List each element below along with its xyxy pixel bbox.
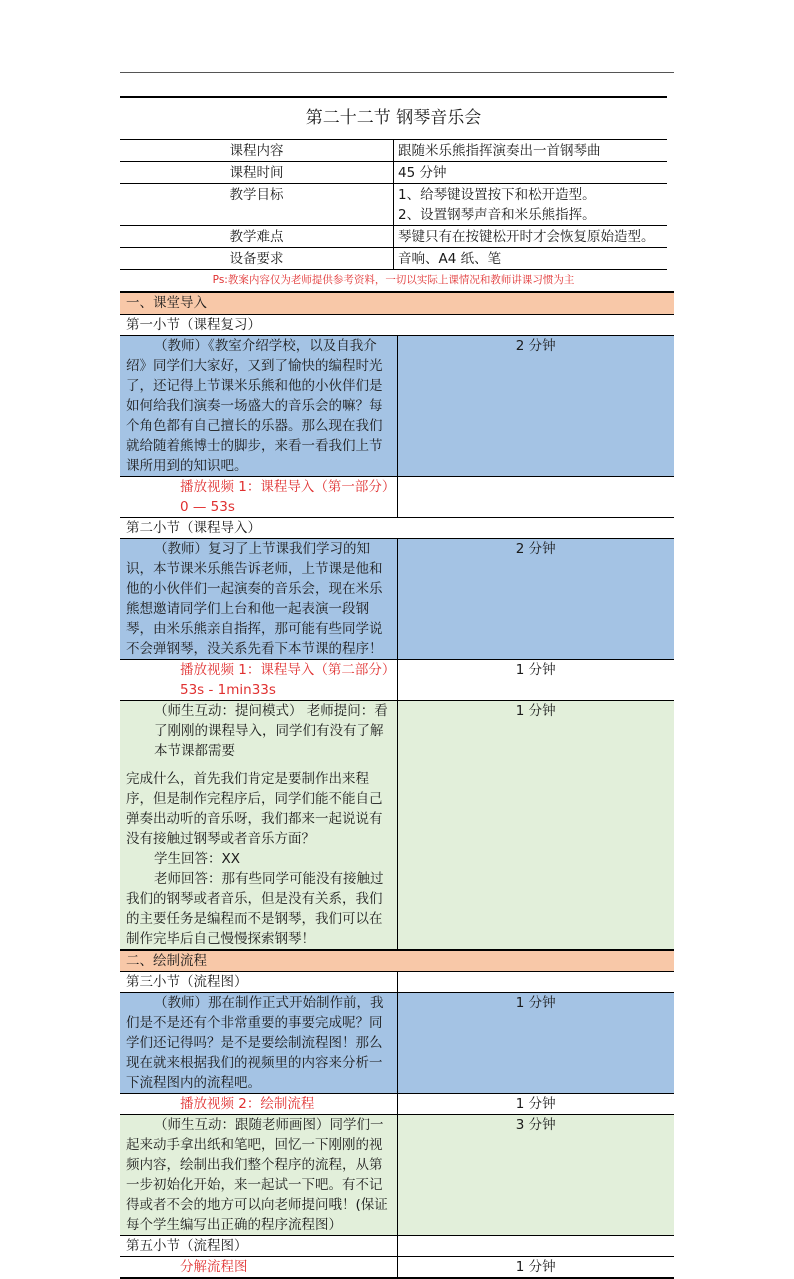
lesson-plan-sheet [120, 96, 667, 1279]
subsection-heading: 第一小节（课程复习） [120, 314, 674, 335]
video-label: 播放视频 2：绘制流程 [120, 1094, 397, 1115]
teacher-text: （教师）《教室介绍学校，以及自我介绍》同学们大家好，又到了愉快的编程时光了，还记得上节课米乐熊和他的小伙伴们是如何给我们演奏一场盛大的音乐会的嘛？每个角色都有自己擅长的乐器。那么现在我们就给随着熊博士的脚步，来看一看我们上节课所用到的知识吧。 [120, 335, 397, 476]
info-label: 设备要求 [120, 247, 394, 269]
info-row-time [120, 161, 667, 183]
video-row [120, 476, 674, 517]
section-heading: 一、课堂导入 [120, 292, 674, 314]
info-row-goals [120, 183, 667, 225]
time-cell: 2 分钟 [397, 538, 674, 659]
time-cell [397, 476, 674, 517]
lesson-flow-table [120, 291, 674, 1279]
video-label: 播放视频 1：课程导入（第二部分）53s - 1min33s [120, 659, 397, 700]
info-value: 45 分钟 [394, 161, 668, 183]
interaction-text [120, 700, 397, 950]
info-value: 琴键只有在按键松开时才会恢复原始造型。 [394, 225, 668, 247]
teacher-row [120, 335, 674, 476]
interaction-row [120, 700, 674, 950]
time-cell [397, 1236, 674, 1257]
student-answer: 学生回答：XX [154, 850, 240, 867]
info-value: 1、给琴键设置按下和松开造型。 2、设置钢琴声音和米乐熊指挥。 [394, 183, 668, 225]
interaction-question: （师生互动：提问模式） 老师提问：看了刚刚的课程导入，同学们有没有了解本节课都需要 [154, 702, 388, 759]
time-cell: 1 分钟 [397, 659, 674, 700]
time-cell: 1 分钟 [397, 993, 674, 1094]
ps-note: Ps:教案内容仅为老师提供参考资料，一切以实际上课情况和教师讲课习惯为主 [212, 274, 575, 287]
info-row-content [120, 139, 667, 161]
interaction-row [120, 1115, 674, 1236]
course-info-table [120, 96, 667, 291]
time-cell: 3 分钟 [397, 1115, 674, 1236]
teacher-text: （教师）那在制作正式开始制作前，我们是不是还有个非常重要的事要完成呢？同学们还记得吗？是不是要绘制流程图！那么现在就来根据我们的视频里的内容来分析一下流程图内的流程吧。 [120, 993, 397, 1094]
teacher-answer: 老师回答：那有些同学可能没有接触过我们的钢琴或者音乐，但是没有关系，我们的主要任务是编程而不是钢琴，我们可以在制作完毕后自己慢慢探索钢琴！ [126, 870, 384, 947]
video-label: 播放视频 1：课程导入（第一部分）0 — 53s [120, 476, 397, 517]
video-row [120, 659, 674, 700]
item-row [120, 1257, 674, 1279]
subsection-heading: 第五小节（流程图） [120, 1236, 397, 1257]
info-row-difficulty [120, 225, 667, 247]
info-value: 音响、A4 纸、笔 [394, 247, 668, 269]
time-cell: 1 分钟 [397, 1257, 674, 1279]
info-label: 教学难点 [120, 225, 394, 247]
teacher-row [120, 993, 674, 1094]
info-label: 教学目标 [120, 183, 394, 225]
time-cell [397, 972, 674, 993]
time-cell: 1 分钟 [397, 700, 674, 950]
subsection-heading: 第三小节（流程图） [120, 972, 397, 993]
time-cell: 1 分钟 [397, 1094, 674, 1115]
info-value: 跟随米乐熊指挥演奏出一首钢琴曲 [394, 139, 668, 161]
teacher-text: （教师）复习了上节课我们学习的知识，本节课米乐熊告诉老师，上节课是他和他的小伙伴们一起演奏的音乐会，现在米乐熊想邀请同学们上台和他一起表演一段钢琴，由米乐熊亲自指挥，那可能有些同学说不会弹钢琴，没关系先看下本节课的程序！ [120, 538, 397, 659]
video-row [120, 1094, 674, 1115]
subsection-heading: 第二小节（课程导入） [120, 517, 674, 538]
page-title: 第二十二节 钢琴音乐会 [120, 97, 667, 139]
item-label: 分解流程图 [120, 1257, 397, 1279]
info-label: 课程时间 [120, 161, 394, 183]
info-row-equipment [120, 247, 667, 269]
info-label: 课程内容 [120, 139, 394, 161]
time-cell: 2 分钟 [397, 335, 674, 476]
interaction-text: （师生互动：跟随老师画图）同学们一起来动手拿出纸和笔吧，回忆一下刚刚的视频内容，绘制出我们整个程序的流程，从第一步初始化开始，来一起试一下吧。有不记得或者不会的地方可以向老师提问哦！(保证每个学生编写出正确的程序流程图） [120, 1115, 397, 1236]
page-header-rule [120, 72, 674, 73]
section-heading: 二、绘制流程 [120, 950, 674, 972]
interaction-body: 完成什么，首先我们肯定是要制作出来程序，但是制作完程序后，同学们能不能自己弹奏出动听的音乐呀，我们都来一起说说有没有接触过钢琴或者音乐方面？ [126, 770, 383, 847]
teacher-row [120, 538, 674, 659]
